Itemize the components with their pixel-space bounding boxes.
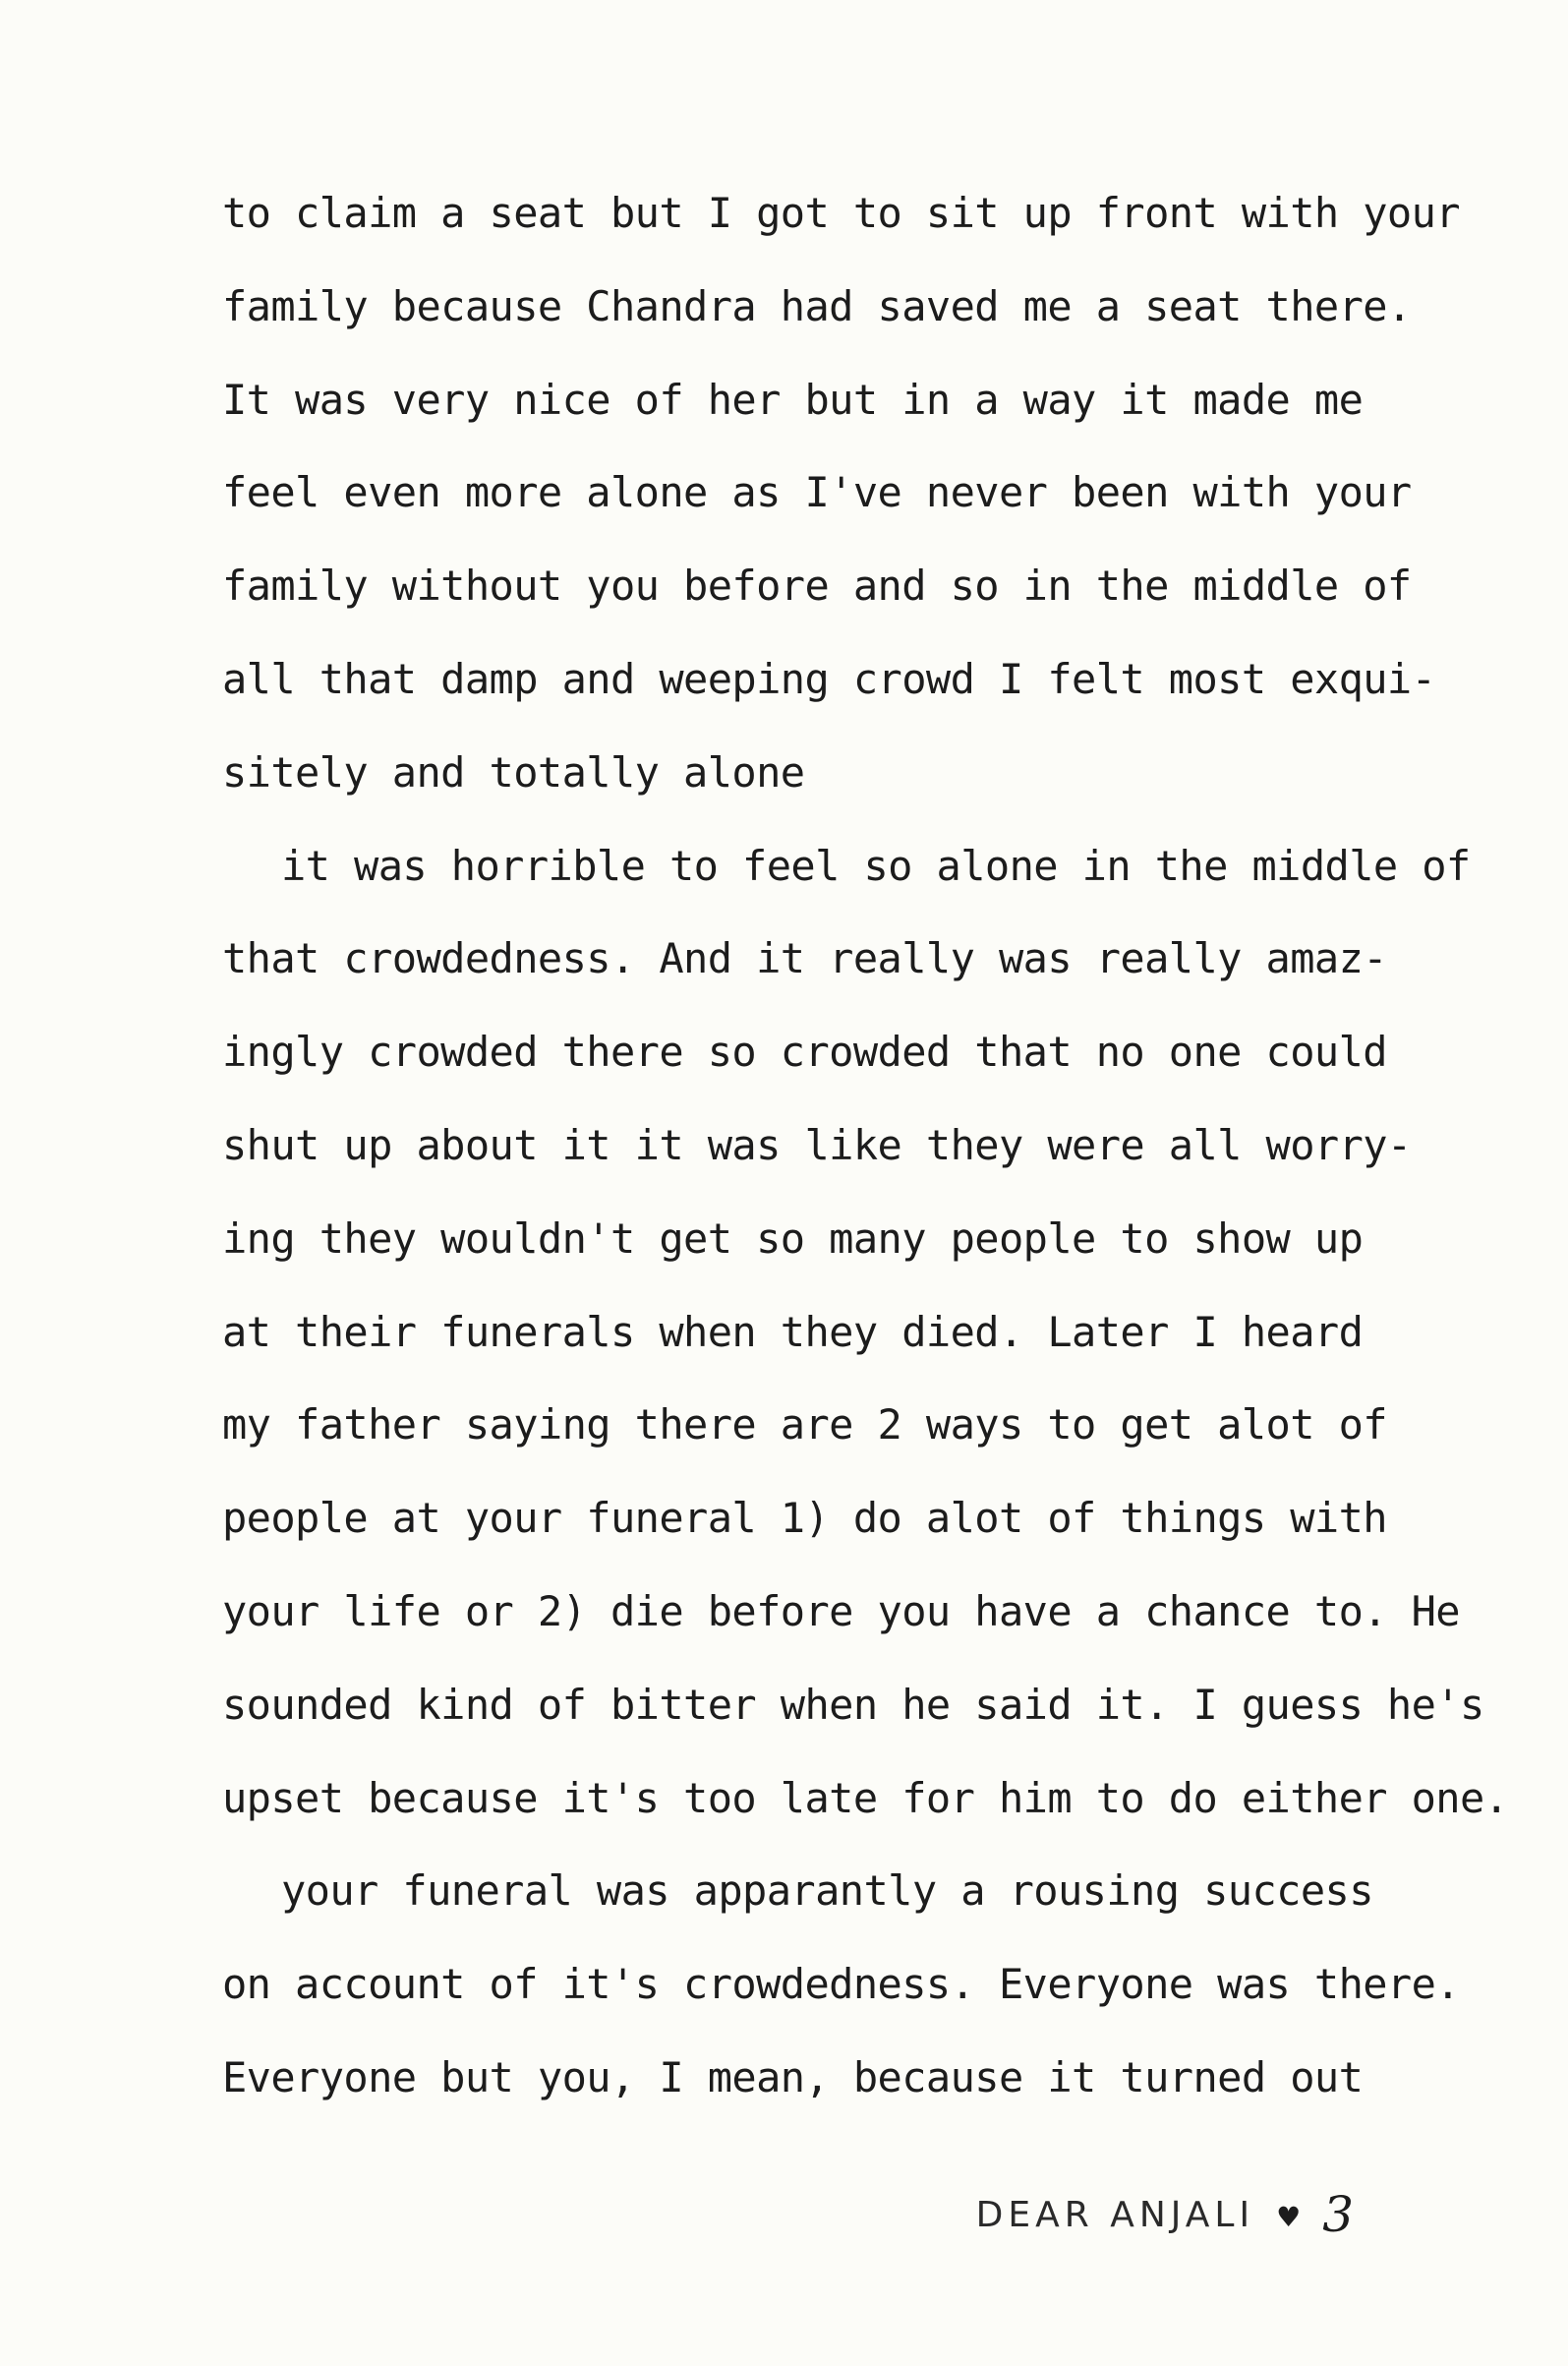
text-line: your life or 2) die before you have a chance to. He	[222, 1586, 1460, 1635]
page-footer	[976, 2185, 1354, 2244]
text-line: sitely and totally alone	[222, 747, 805, 797]
text-line: all that damp and weeping crowd I felt most exqui-	[222, 654, 1436, 703]
heart-icon: ♥	[1276, 2200, 1302, 2233]
running-title: DEAR ANJALI	[975, 2194, 1255, 2235]
page-number: 3	[1322, 2186, 1354, 2243]
text-line: feel even more alone as I've never been with your	[222, 468, 1412, 517]
text-line: family without you before and so in the middle of	[222, 562, 1412, 611]
text-line: your funeral was apparantly a rousing success	[281, 1866, 1373, 1916]
text-line: ing they wouldn't get so many people to show up	[222, 1213, 1364, 1263]
text-line: my father saying there are 2 ways to get alot of	[222, 1400, 1387, 1449]
text-line: upset because it's too late for him to do either one.	[222, 1773, 1509, 1822]
text-line: on account of it's crowdedness. Everyone was there.	[222, 1960, 1460, 2009]
text-line: ingly crowded there so crowded that no one could	[222, 1028, 1387, 1077]
text-line: to claim a seat but I got to sit up front with your	[222, 189, 1460, 237]
text-line: sounded kind of bitter when he said it. I guess he's	[222, 1680, 1484, 1729]
text-line: family because Chandra had saved me a seat there.	[222, 281, 1412, 330]
body-text	[222, 167, 1509, 2125]
text-line: It was very nice of her but in a way it made me	[222, 375, 1364, 424]
text-line: that crowdedness. And it really was really amaz-	[222, 934, 1387, 983]
text-line: shut up about it it was like they were all worry-	[222, 1120, 1412, 1169]
text-line: Everyone but you, I mean, because it turned out	[222, 2052, 1364, 2101]
text-line: people at your funeral 1) do alot of things with	[222, 1494, 1387, 1543]
text-line: it was horrible to feel so alone in the middle of	[281, 841, 1471, 890]
text-line: at their funerals when they died. Later I heard	[222, 1307, 1364, 1356]
